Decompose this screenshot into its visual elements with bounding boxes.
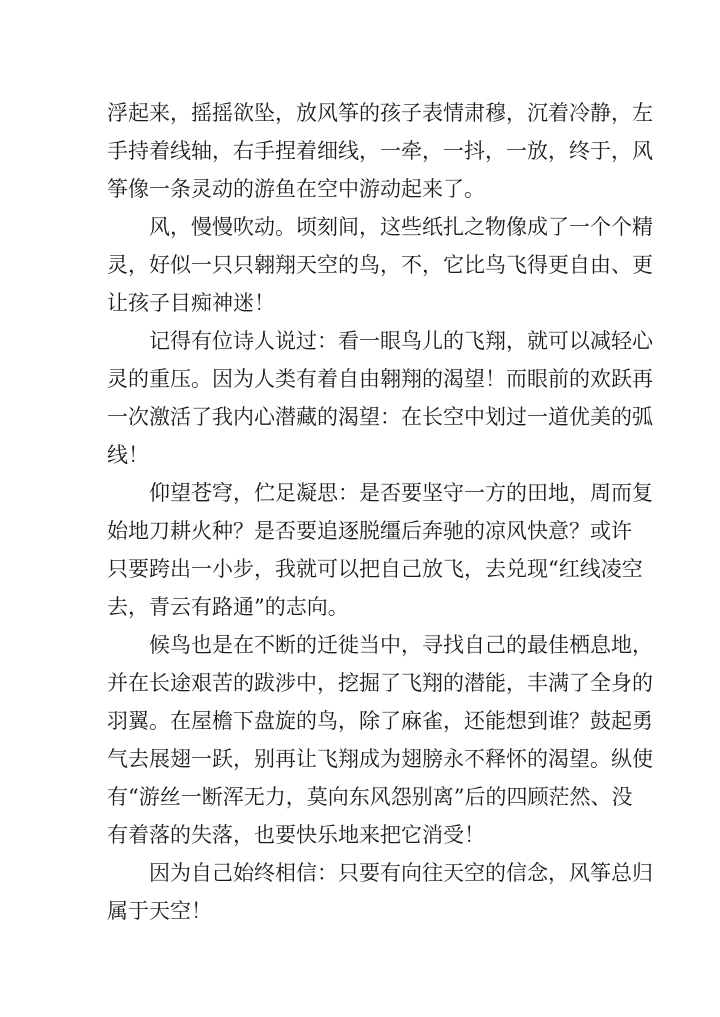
- text-line: 去，青云有路通”的志向。: [107, 595, 349, 619]
- text-line: 只要跨出一小步，我就可以把自己放飞，去兑现“红线凌空: [107, 557, 643, 581]
- paragraph-5: [107, 626, 653, 854]
- paragraph-1: [107, 94, 653, 208]
- text-line: 记得有位诗人说过：看一眼鸟儿的飞翔，就可以减轻心: [149, 329, 653, 353]
- text-line: 有着落的失落，也要快乐地来把它消受！: [107, 823, 485, 847]
- article-body: [107, 94, 653, 930]
- paragraph-4: [107, 474, 653, 626]
- text-line: 候鸟也是在不断的迁徙当中，寻找自己的最佳栖息地，: [149, 633, 653, 657]
- text-line: 一次激活了我内心潜藏的渴望：在长空中划过一道优美的弧: [107, 405, 653, 429]
- paragraph-3: [107, 322, 653, 474]
- text-line: 浮起来，摇摇欲坠，放风筝的孩子表情肃穆，沉着冷静，左: [107, 101, 653, 125]
- text-line: 灵的重压。因为人类有着自由翱翔的渴望！而眼前的欢跃再: [107, 367, 653, 391]
- text-line: 羽翼。在屋檐下盘旋的鸟，除了麻雀，还能想到谁？鼓起勇: [107, 709, 653, 733]
- paragraph-6: [107, 854, 653, 930]
- text-line: 气去展翅一跃，别再让飞翔成为翅膀永不释怀的渴望。纵使: [107, 747, 653, 771]
- text-line: 始地刀耕火种？是否要追逐脱缰后奔驰的凉风快意？或许: [107, 519, 632, 543]
- text-line: 有“游丝一断浑无力，莫向东风怨别离”后的四顾茫然、没: [107, 785, 633, 809]
- text-line: 属于天空！: [107, 899, 212, 923]
- paragraph-2: [107, 208, 653, 322]
- text-line: 灵，好似一只只翱翔天空的鸟，不，它比鸟飞得更自由、更: [107, 253, 653, 277]
- text-line: 风，慢慢吹动。顷刻间，这些纸扎之物像成了一个个精: [149, 215, 653, 239]
- text-line: 筝像一条灵动的游鱼在空中游动起来了。: [107, 177, 485, 201]
- text-line: 让孩子目痴神迷！: [107, 291, 275, 315]
- text-line: 因为自己始终相信：只要有向往天空的信念，风筝总归: [149, 861, 653, 885]
- text-line: 手持着线轴，右手捏着细线，一牵，一抖，一放，终于，风: [107, 139, 653, 163]
- text-line: 仰望苍穹，伫足凝思：是否要坚守一方的田地，周而复: [149, 481, 653, 505]
- text-line: 并在长途艰苦的跋涉中，挖掘了飞翔的潜能，丰满了全身的: [107, 671, 653, 695]
- text-line: 线！: [107, 443, 149, 467]
